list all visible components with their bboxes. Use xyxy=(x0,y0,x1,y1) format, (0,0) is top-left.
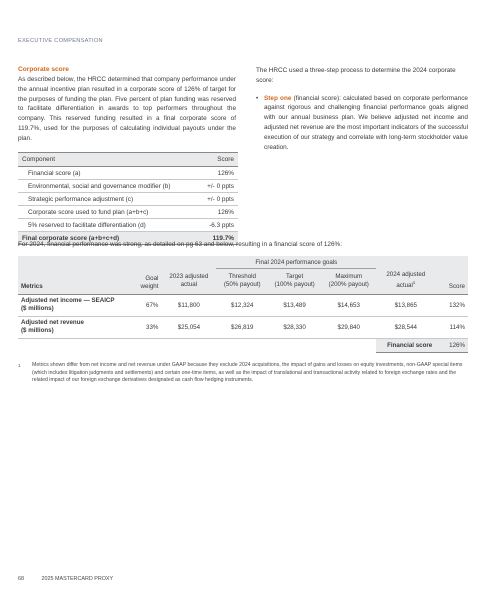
threshold-value: $26,819 xyxy=(216,316,268,338)
corporate-score-table xyxy=(18,152,238,245)
threshold-header: Threshold (50% payout) xyxy=(216,269,268,295)
section-label: EXECUTIVE COMPENSATION xyxy=(18,38,103,44)
financial-score-label: Financial score xyxy=(376,338,435,352)
step-one-bullet xyxy=(256,94,468,153)
goal-weight-value: 67% xyxy=(121,294,161,316)
maximum-value: $29,840 xyxy=(321,316,376,338)
step-one-description: (financial score): calculated based on corporate performance against rigorous and challenging financial performance goals aligned with our annual business plan. We believe adjusted net income and adjusted net revenue are the most important indicators of the successful execution of our strategy and correlate with long-term stockholder value creation. xyxy=(264,94,468,151)
row-value: -6.3 ppts xyxy=(198,219,238,232)
performance-goals-header-row xyxy=(18,256,468,269)
table-row xyxy=(18,180,238,193)
score-header: Score xyxy=(435,269,468,295)
table-row xyxy=(18,206,238,219)
score-value: 132% xyxy=(435,294,468,316)
table-row xyxy=(18,316,468,338)
footnote-marker: 1 xyxy=(18,363,21,368)
corporate-score-heading: Corporate score xyxy=(18,66,69,73)
threshold-value: $12,324 xyxy=(216,294,268,316)
adjusted-2023-header: 2023 adjusted actual xyxy=(161,269,216,295)
row-label: Corporate score used to fund plan (a+b+c) xyxy=(18,206,198,219)
table-row xyxy=(18,193,238,206)
row-label: Strategic performance adjustment (c) xyxy=(18,193,198,206)
row-value: +/- 0 ppts xyxy=(198,193,238,206)
financial-performance-table xyxy=(18,256,468,353)
final-score-value: 119.7% xyxy=(198,232,238,245)
component-header: Component xyxy=(18,153,198,167)
corporate-score-section xyxy=(18,66,236,144)
goal-weight-header: Goal weight xyxy=(121,269,161,295)
row-label: Environmental, social and governance modifier (b) xyxy=(18,180,198,193)
bullet-marker: • xyxy=(256,94,259,102)
target-header: Target (100% payout) xyxy=(268,269,321,295)
process-intro: The HRCC used a three-step process to determine the 2024 corporate score: xyxy=(256,67,456,84)
column-header-row xyxy=(18,269,468,295)
actual-2023-value: $11,800 xyxy=(161,294,216,316)
row-label: 5% reserved to facilitate differentiation (d) xyxy=(18,219,198,232)
footnote-text: Metrics shown differ from net income and net revenue under GAAP because they exclude 2024 acquisitions, the impact of gains and losses on equity investments, non-GAAP special items (which includes litigation judgments and settlements) and certain one-time items, as well as the impact of translational and transactional activity related to foreign exchange rates and the related impact of our foreign exchange derivatives designated as cash flow hedging instruments. xyxy=(32,362,463,384)
maximum-header: Maximum (200% payout) xyxy=(321,269,376,295)
score-header: Score xyxy=(198,153,238,167)
step-one-text xyxy=(264,94,468,153)
performance-goals-title: Final 2024 performance goals xyxy=(216,256,376,269)
score-value: 114% xyxy=(435,316,468,338)
goal-weight-value: 33% xyxy=(121,316,161,338)
row-value: 126% xyxy=(198,206,238,219)
page-footer xyxy=(18,576,113,582)
metrics-header: Metrics xyxy=(18,269,121,295)
final-score-label: Final corporate score (a+b+c+d) xyxy=(18,232,198,245)
table-row xyxy=(18,219,238,232)
maximum-value: $14,653 xyxy=(321,294,376,316)
financial-score-row xyxy=(18,338,468,352)
corporate-score-paragraph: As described below, the HRCC determined that company performance under the annual incentive plan resulted in a corporate score of 126% of target for the purposes of funding the plan. Five percent of plan funding was reserved to facilitate differentiation in awards to top performers throughout the company. This reserved funding resulted in a final corporate score of 119.7%, used for the purposes of calculating individual payouts under the plan. xyxy=(18,76,236,142)
table-row xyxy=(18,294,468,316)
metric-name: Adjusted net income — SEAICP ($ millions) xyxy=(18,294,121,316)
row-value: 126% xyxy=(198,167,238,180)
actual-2023-value: $25,054 xyxy=(161,316,216,338)
table-row xyxy=(18,167,238,180)
row-label: Financial score (a) xyxy=(18,167,198,180)
document-title: 2025 MASTERCARD PROXY xyxy=(41,576,114,582)
actual-2024-value: $28,544 xyxy=(376,316,435,338)
page-number: 68 xyxy=(18,576,24,582)
step-one-label: Step one xyxy=(264,94,292,102)
footnote xyxy=(18,362,470,385)
actual-2024-value: $13,865 xyxy=(376,294,435,316)
row-value: +/- 0 ppts xyxy=(198,180,238,193)
process-section xyxy=(256,66,468,152)
financial-score-value: 126% xyxy=(435,338,468,352)
target-value: $28,330 xyxy=(268,316,321,338)
metric-name: Adjusted net revenue ($ millions) xyxy=(18,316,121,338)
financial-intro: For 2024, financial performance was strong, as detailed on pg 63 and below, resulting in a financial score of 126%: xyxy=(18,241,342,248)
table-header-row xyxy=(18,153,238,167)
target-value: $13,489 xyxy=(268,294,321,316)
adjusted-2024-header: 2024 adjusted actual$^1$ xyxy=(376,269,435,295)
